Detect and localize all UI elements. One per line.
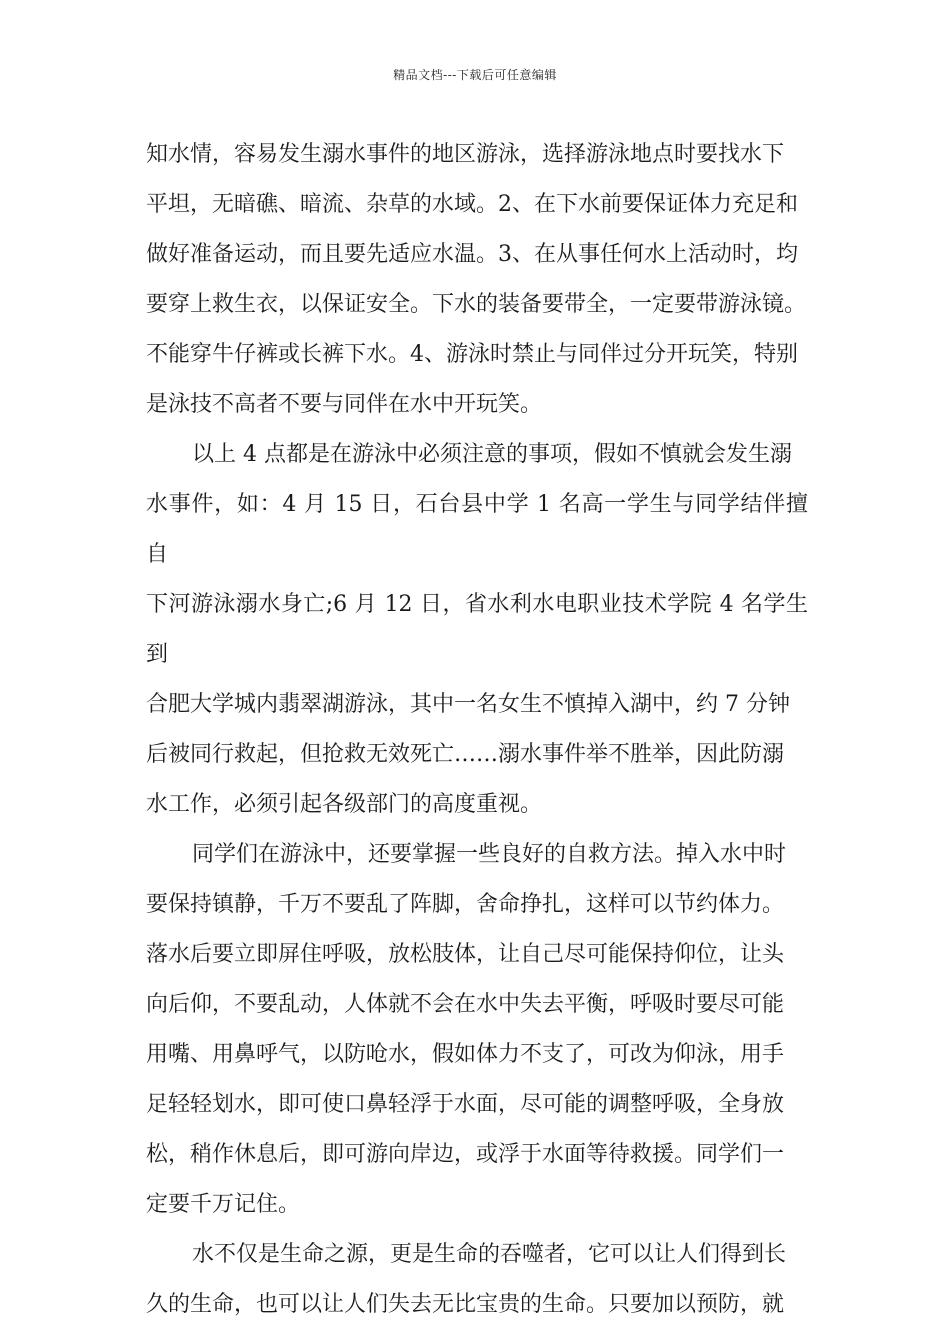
text-line: 足轻轻划水，即可使口鼻轻浮于水面，尽可能的调整呼吸，全身放 bbox=[146, 1092, 785, 1117]
text-line: 知水情，容易发生溺水事件的地区游泳，选择游泳地点时要找水下 bbox=[146, 142, 785, 167]
text-line: 水事件，如：4 月 15 日，石台县中学 1 名高一学生与同学结伴擅自 bbox=[146, 492, 808, 567]
paragraph-continuation bbox=[146, 130, 808, 430]
text-line: 同学们在游泳中，还要掌握一些良好的自救方法。掉入水中时 bbox=[192, 842, 787, 867]
text-line: 松，稍作休息后，即可游向岸边，或浮于水面等待救援。同学们一 bbox=[146, 1142, 785, 1167]
text-line: 水工作，必须引起各级部门的高度重视。 bbox=[146, 792, 543, 817]
text-line: 定要千万记住。 bbox=[146, 1192, 301, 1217]
text-line: 是泳技不高者不要与同伴在水中开玩笑。 bbox=[146, 392, 543, 417]
page-header: 精品文档---下载后可任意编辑 bbox=[393, 68, 557, 82]
paragraph-drowning-cases bbox=[146, 430, 808, 830]
text-line: 合肥大学城内翡翠湖游泳，其中一名女生不慎掉入湖中，约 7 分钟 bbox=[146, 692, 790, 717]
text-line: 下河游泳溺水身亡;6 月 12 日，省水利水电职业技术学院 4 名学生到 bbox=[146, 592, 808, 667]
text-line: 以上 4 点都是在游泳中必须注意的事项，假如不慎就会发生溺 bbox=[192, 442, 792, 467]
text-line: 后被同行救起，但抢救无效死亡……溺水事件举不胜举，因此防溺 bbox=[146, 742, 785, 767]
document-body bbox=[146, 130, 808, 1330]
text-line: 用嘴、用鼻呼气，以防呛水，假如体力不支了，可改为仰泳，用手 bbox=[146, 1042, 785, 1067]
paragraph-conclusion bbox=[146, 1230, 808, 1330]
paragraph-self-rescue bbox=[146, 830, 808, 1230]
text-line: 向后仰，不要乱动，人体就不会在水中失去平衡，呼吸时要尽可能 bbox=[146, 992, 785, 1017]
text-line: 要穿上救生衣，以保证安全。下水的装备要带全，一定要带游泳镜。 bbox=[146, 292, 807, 317]
text-line: 平坦，无暗礁、暗流、杂草的水域。2、在下水前要保证体力充足和 bbox=[146, 192, 798, 217]
text-line: 水不仅是生命之源，更是生命的吞噬者，它可以让人们得到长 bbox=[192, 1242, 787, 1267]
text-line: 做好准备运动，而且要先适应水温。3、在从事任何水上活动时，均 bbox=[146, 242, 798, 267]
text-line: 久的生命，也可以让人们失去无比宝贵的生命。只要加以预防，就 bbox=[146, 1292, 785, 1317]
text-line: 落水后要立即屏住呼吸，放松肢体，让自己尽可能保持仰位，让头 bbox=[146, 942, 785, 967]
text-line: 要保持镇静，千万不要乱了阵脚，舍命挣扎，这样可以节约体力。 bbox=[146, 892, 785, 917]
text-line: 不能穿牛仔裤或长裤下水。4、游泳时禁止与同伴过分开玩笑，特别 bbox=[146, 342, 798, 367]
